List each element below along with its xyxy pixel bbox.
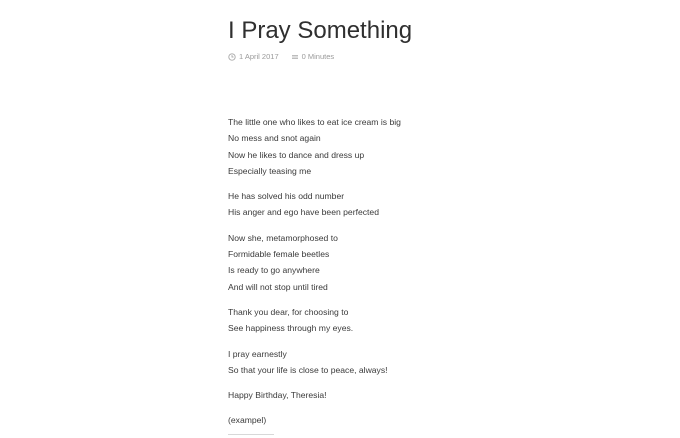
clock-icon (228, 53, 236, 61)
poem-line: I pray earnestly (228, 348, 287, 359)
poem-stanza (228, 412, 648, 428)
poem-stanza (228, 230, 648, 295)
poem-line: Now he likes to dance and dress up (228, 149, 365, 160)
poem-stanza (228, 387, 648, 403)
content-divider (228, 434, 274, 435)
poem-line: See happiness through my eyes. (228, 323, 354, 334)
poem-line: (exampel) (228, 415, 267, 426)
post-content (228, 114, 648, 438)
poem-line: Happy Birthday, Theresia! (228, 390, 327, 401)
poem-line: He has solved his odd number (228, 191, 345, 202)
poem-stanza (228, 114, 648, 179)
post-meta (228, 52, 346, 61)
poem-line: And will not stop until tired (228, 281, 328, 292)
post-date[interactable] (228, 52, 279, 61)
reading-time-icon (291, 53, 299, 61)
poem-stanza (228, 304, 648, 337)
poem-line: The little one who likes to eat ice cream is big (228, 117, 401, 127)
poem-line: Especially teasing me (228, 165, 312, 176)
poem-line: Is ready to go anywhere (228, 265, 320, 276)
poem-line: No mess and snot again (228, 133, 321, 144)
reading-time-text: 0 Minutes (301, 52, 335, 61)
poem-line: His anger and ego have been perfected (228, 207, 379, 218)
poem-line: So that your life is close to peace, always! (228, 364, 388, 375)
poem-line: Thank you dear, for choosing to (228, 306, 349, 317)
post-date-text: 1 April 2017 (239, 52, 279, 61)
poem-stanza (228, 188, 648, 221)
reading-time (291, 52, 335, 61)
post-title: I Pray Something (228, 17, 413, 44)
poem-stanza (228, 346, 648, 379)
poem-line: Now she, metamorphosed to (228, 232, 338, 243)
poem-line: Formidable female beetles (228, 249, 330, 260)
